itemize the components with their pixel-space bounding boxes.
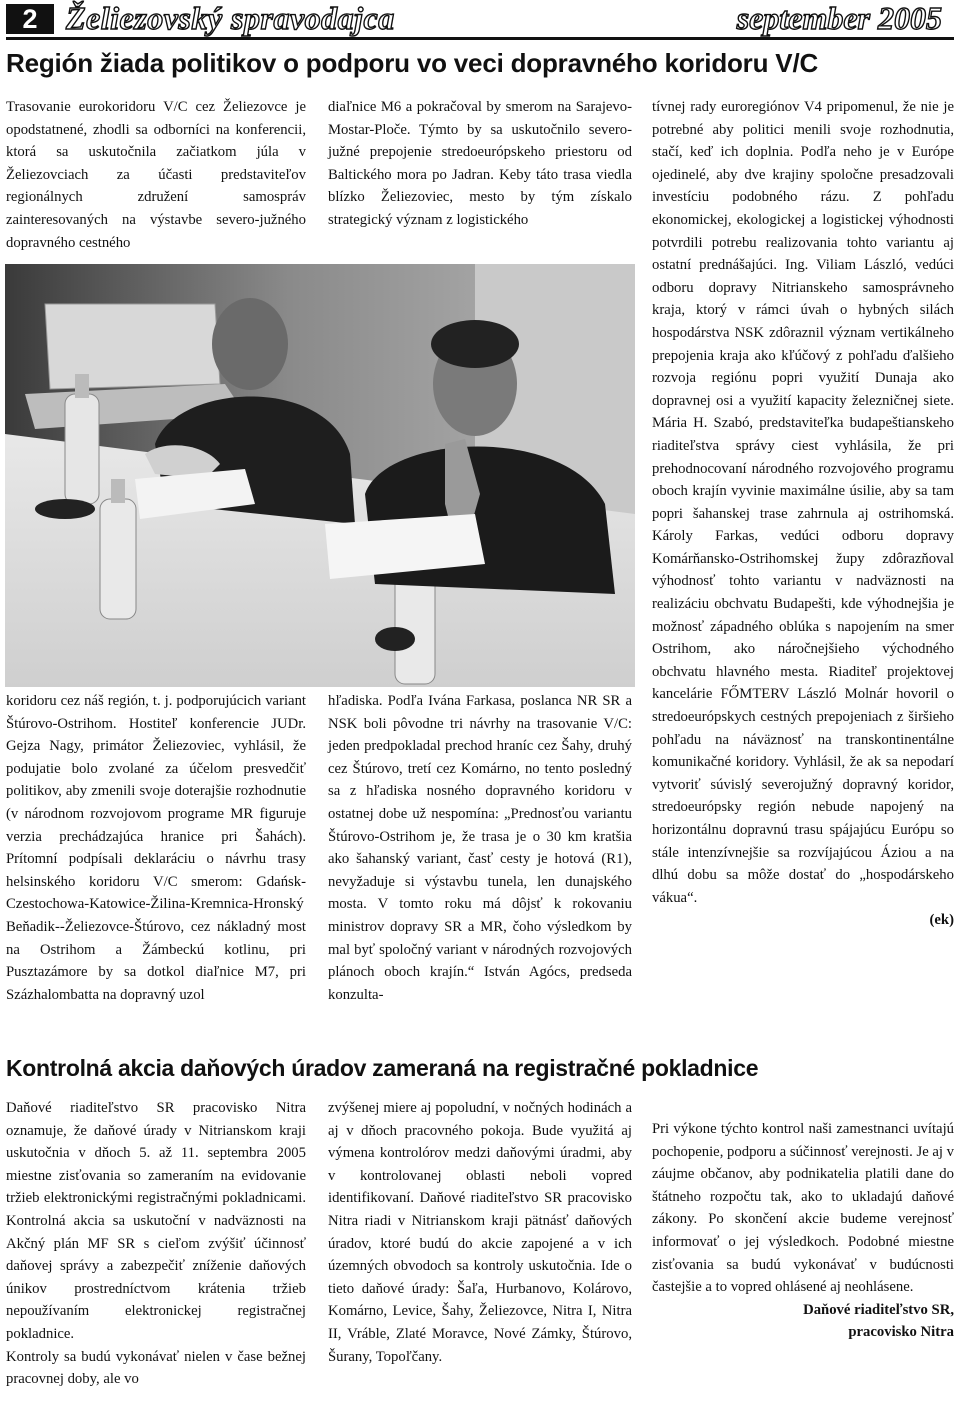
article-column-2-bottom: [328, 690, 632, 1006]
article-paragraph: diaľnice M6 a pokračoval by smerom na Sarajevo-Mostar-Ploče. Týmto by sa uskutočnilo severo-južné prepojenie stredoeurópskeho priestoru od Baltického mora po Jadran. Keby táto trasa viedla blízko Želiezoviec, mesto by tým získalo strategický význam z logistického: [328, 99, 632, 228]
article-column-2-top: [328, 96, 632, 232]
conference-photo: [5, 264, 635, 687]
tax-article-column-2: [328, 1097, 632, 1368]
tax-article-column-1: [6, 1097, 306, 1391]
article-paragraph: Kontroly sa budú vykonávať nielen v čase bežnej pracovnej doby, ale vo: [6, 1348, 306, 1388]
article-column-3: [652, 96, 954, 932]
article-headline: Región žiada politikov o podporu vo veci dopravného koridoru V/C: [6, 48, 819, 78]
newspaper-title: Želiezovský spravodajca: [66, 0, 395, 36]
article-paragraph: zvýšenej miere aj popoludní, v nočných hodinách a aj v dňoch pracovného pokoja. Bude využitá aj výmena kontrolórov medzi daňovými úradmi, aby v kontrolovanej oblasti neboli vopred identifikovaní. Daňové riaditeľstvo SR pracovisko Nitra riadi v Nitrianskom kraji pätnásť daňových úradov, ktoré budú do akcie zapojené a v ich územných obvodoch sa kontroly uskutočnia. Ide o tieto daňové úrady: Šaľa, Hurbanovo, Kolárovo, Komárno, Levice, Šahy, Želiezovce, Nitra I, Nitra II, Vráble, Zlaté Moravce, Nové Zámky, Štúrovo, Šurany, Topoľčany.: [328, 1100, 632, 1365]
author-signature: (ek): [929, 912, 954, 929]
issue-date: september 2005: [736, 0, 942, 36]
article-column-1-top: [6, 96, 306, 254]
article-paragraph: Trasovanie eurokoridoru V/C cez Želiezovce je opodstatnené, zhodli sa odborníci na konferencii, ktorá sa uskutočnila začiatkom júla v Želiezovciach za účasti predstaviteľov regionálnych združení samospráv zainteresovaných na výstavbe severo-južného dopravného cestného: [6, 99, 306, 251]
page-number: 2: [6, 4, 54, 34]
article-paragraph: koridoru cez náš región, t. j. podporujúcich variant Štúrovo-Ostrihom. Hostiteľ konferencie JUDr. Gejza Nagy, primátor Želiezoviec, vyhlásil, že podujatie bolo zvolané za účelom presvedčiť politikov, aby zmenili svoje doterajšie rozhodnutie (v národnom rozvojovom programe MR figuruje verzia prechádzajúca hranice pri Šahách). Prítomní podpísali deklaráciu o návrhu trasy helsinského koridoru V/C smerom: Gdańsk-Czestochowa-Katowice-Žilina-Kremnica-Hronský Beňadik--Želiezovce-Štúrovo, cez nákladný most na Ostrihom a Žámbeckú kotlinu, pri Pusztazámore by sa dotkol diaľnice M7, pri Százhalombatta na dopravný uzol: [6, 693, 306, 1003]
signing-photo-image: [5, 264, 635, 687]
article-paragraph: Daňové riaditeľstvo SR pracovisko Nitra oznamuje, že daňové úrady v Nitrianskom kraji uskutočnia v dňoch 5. až 11. septembra 2005 miestne zisťovania so zameraním na evidovanie tržieb elektronickými registračnými pokladnicami. Kontrolná akcia sa uskutoční v nadväznosti na Akčný plán MF SR s cieľom zvýšiť účinnosť daňovej správy a zabezpečiť zníženie daňových únikov prostredníctvom krátenia tržieb nepoužívaním elektronickej registračnej pokladnice.: [6, 1100, 306, 1342]
article-paragraph: tívnej rady euroregiónov V4 pripomenul, že nie je potrebné aby politici menili svoje rozhodnutia, stačí, keď ich doplnia. Podľa neho je v Európe ojedinelé, aby dve krajiny spoločne presadzovali investíciu podobného rázu. Z pohľadu ekonomickej, ekologickej a logistickej výhodnosti potvrdili potrebu realizovania tohto variantu aj ostatní prednášajúci. Ing. Viliam László, vedúci odboru dopravy Nitrianskeho samosprávneho kraja, ktorý v rámci úvah o hybných silách hospodárstva NSK zdôraznil význam vertikálneho prepojenia kraja ako kľúčový z pohľadu ďalšieho rozvoja regiónu popri využití Dunaja ako dopravnej osi a využití kapacity železničnej siete. Mária H. Szabó, predstaviteľka budapeštianskeho riaditeľstva správy ciest vyhlásila, že pri prehodnocovaní národného rozvojového programu oboch krajín vyvinie maximálne úsilie, aby sa tam popri šahanskej trase zahrnula aj ostrihomská. Károly Farkas, vedúci odboru dopravy Komárňansko-Ostrihomskej župy zdôrazňoval výhodnosť tohto variantu v nadväznosti na realizáciu obchvatu Budapešti, kde výhodnejšia je možnosť západného oblúka s napojením na smer Ostrihom, ako náročnejšieho východného obchvatu hlavného mesta. Riaditeľ projektovej kancelárie FŐMTERV László Molnár hovoril o stredoeurópskych cestných prepojeniach z širšieho pohľadu na náväznosť na transkontinentálne komunikačné koridory. Vyhlásil, že ak sa nepodarí vytvoriť súvislý severojužný dopravný koridor, stredoeurópsky región nebude napojený na horizontálnu dopravnú trasu spájajúcu Európu so stále intenzívnejšie sa rozvíjajúcou Áziou a na dlhú dobu sa môže dostať do „hospodárskeho vákua“.: [652, 99, 954, 906]
article-paragraph: hľadiska. Podľa Ivána Farkasa, poslanca NR SR a NSK boli pôvodne tri návrhy na trasovanie V/C: jeden predpokladal prechod hraníc cez Šahy, druhý cez Štúrovo, tretí cez Komárno, no tento posledný sa z hľadiska nosného dopravného koridoru v ostatnej dobe už nespomína: „Prednosťou variantu Štúrovo-Ostrihom je, že trasa je o 30 km kratšia ako šahanský variant, časť cesty je hotová (R1), nevyžaduje si výstavbu tunela, len dunajského mosta. V tomto roku má dôjsť k rokovaniu ministrov dopravy SR a MR, čoho výsledkom by mal byť spoločný variant v národných rozvojových plánoch oboch krajín.“ István Agócs, predseda konzulta-: [328, 693, 632, 1003]
author-signature-line-2: pracovisko Nitra: [848, 1324, 954, 1341]
author-signature-line-1: Daňové riaditeľstvo SR,: [803, 1301, 954, 1318]
article-paragraph: Pri výkone týchto kontrol naši zamestnanci uvítajú pochopenie, podporu a súčinnosť verejnosti. Je aj v záujme občanov, aby podnikatelia platili dane do štátneho rozpočtu tak, ako to ukladajú daňové zákony. Po skončení akcie budeme verejnosť informovať o jej výsledkoch. Podobné miestne zisťovania sa budú vykonávať v budúcnosti častejšie a to vopred ohlásené aj neohlásene.: [652, 1121, 954, 1296]
masthead-rule: [6, 37, 954, 40]
article-headline: Kontrolná akcia daňových úradov zameraná na registračné pokladnice: [6, 1055, 759, 1081]
tax-article-column-3: [652, 1118, 954, 1344]
article-column-1-bottom: [6, 690, 306, 1006]
masthead: [0, 0, 960, 38]
